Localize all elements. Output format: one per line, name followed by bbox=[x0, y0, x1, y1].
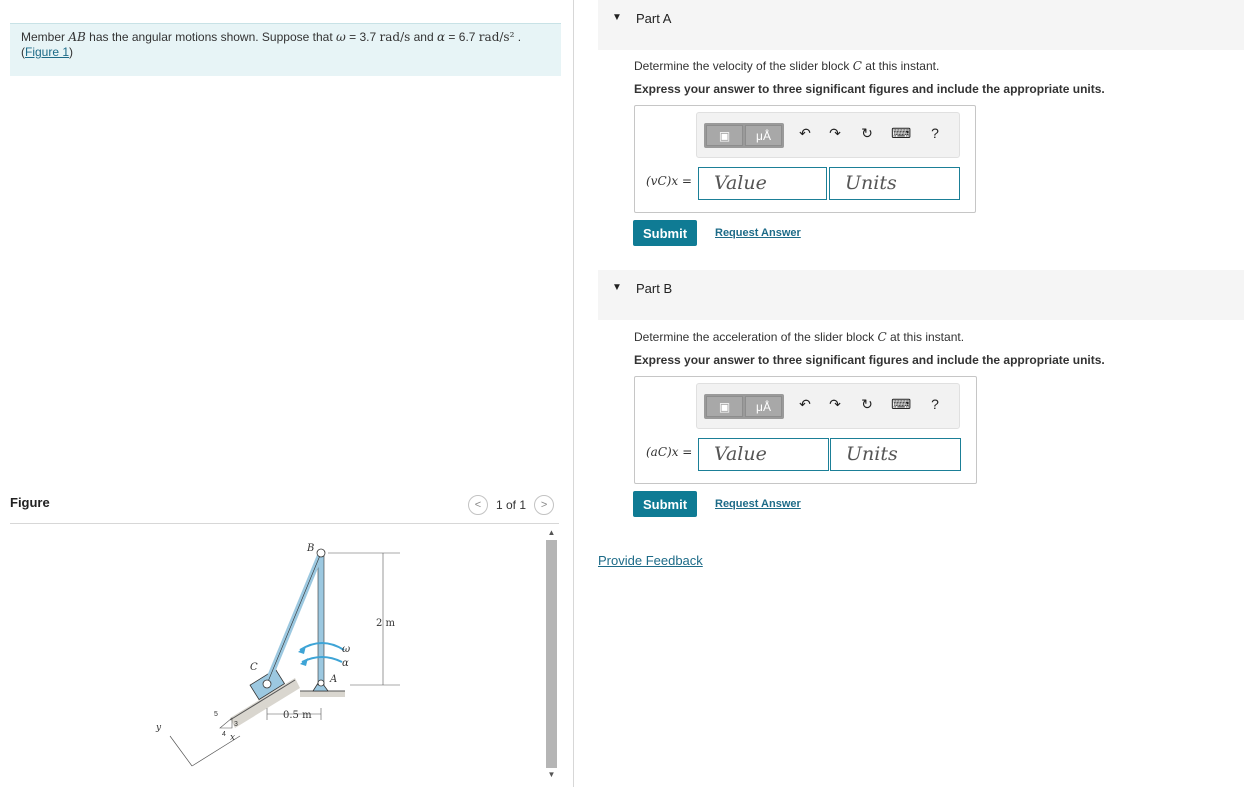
part-a-header[interactable] bbox=[598, 0, 1244, 50]
help-icon[interactable]: ? bbox=[931, 396, 939, 412]
pin-a bbox=[318, 680, 324, 686]
y-axis bbox=[170, 736, 192, 766]
part-a-submit-button[interactable]: Submit bbox=[633, 220, 697, 246]
label-b: B bbox=[307, 543, 315, 554]
part-a-answer-box bbox=[634, 105, 976, 213]
pin-c bbox=[263, 680, 271, 688]
part-a-request-answer-link[interactable]: Request Answer bbox=[715, 227, 801, 239]
svg-text:3: 3 bbox=[234, 721, 238, 728]
part-a-instruction: Express your answer to three significant figures and include the appropriate units. bbox=[634, 82, 1105, 96]
chevron-left-icon: < bbox=[474, 499, 482, 511]
provide-feedback-link[interactable]: Provide Feedback bbox=[598, 553, 703, 568]
member-label: AB bbox=[68, 30, 86, 44]
height-label: 2 m bbox=[376, 618, 396, 629]
reset-icon[interactable]: ↻ bbox=[861, 125, 873, 141]
part-b-request-answer-link[interactable]: Request Answer bbox=[715, 498, 801, 510]
templates-icon: ▣ bbox=[718, 399, 731, 414]
undo-icon[interactable]: ↶ bbox=[799, 125, 811, 141]
part-b-instruction: Express your answer to three significant figures and include the appropriate units. bbox=[634, 353, 1105, 367]
left-panel bbox=[0, 0, 574, 787]
divider bbox=[10, 523, 559, 524]
previous-figure-button[interactable] bbox=[468, 495, 488, 515]
part-a-question: Determine the velocity of the slider block C at this instant. bbox=[634, 59, 940, 73]
keyboard-icon[interactable]: ⌨ bbox=[891, 396, 912, 412]
math-toolbar bbox=[696, 383, 960, 429]
scroll-down-icon[interactable]: ▼ bbox=[547, 770, 556, 779]
caret-down-icon: ▼ bbox=[612, 282, 622, 293]
math-toolbar bbox=[696, 112, 960, 158]
chevron-right-icon: > bbox=[540, 499, 548, 511]
width-label: 0.5 m bbox=[283, 710, 312, 721]
right-panel bbox=[574, 0, 1244, 787]
scroll-thumb[interactable] bbox=[546, 540, 557, 768]
part-a-title: Part A bbox=[636, 11, 672, 26]
part-b-header[interactable] bbox=[598, 270, 1244, 320]
figure-pager bbox=[468, 495, 554, 515]
undo-icon[interactable]: ↶ bbox=[799, 396, 811, 412]
caret-down-icon: ▼ bbox=[612, 12, 622, 23]
figure-diagram bbox=[150, 538, 410, 778]
figure-header: Figure bbox=[10, 495, 50, 510]
figure-page-indicator: 1 of 1 bbox=[496, 498, 527, 512]
units-button[interactable]: μÅ bbox=[745, 125, 782, 146]
part-b-label: (aC)x = bbox=[646, 445, 693, 459]
redo-icon[interactable]: ↷ bbox=[829, 125, 841, 141]
member-ab bbox=[318, 553, 324, 685]
reset-icon[interactable]: ↻ bbox=[861, 396, 873, 412]
keyboard-icon[interactable]: ⌨ bbox=[891, 125, 912, 141]
slope-triangle bbox=[220, 718, 232, 728]
help-icon[interactable]: ? bbox=[931, 125, 939, 141]
part-b-submit-button[interactable]: Submit bbox=[633, 491, 697, 517]
svg-text:5: 5 bbox=[214, 711, 218, 718]
figure-scrollbar[interactable] bbox=[544, 526, 558, 784]
problem-statement: Member AB has the angular motions shown. Suppose that ω = 3.7 rad/s and α = 6.7 rad/s² . (Figure 1) bbox=[10, 23, 561, 76]
floor bbox=[300, 691, 345, 697]
templates-button[interactable] bbox=[706, 396, 743, 417]
part-a-label: (vC)x = bbox=[646, 174, 692, 188]
templates-button[interactable] bbox=[706, 125, 743, 146]
label-a: A bbox=[330, 674, 338, 685]
part-b-answer-box bbox=[634, 376, 977, 484]
svg-text:4: 4 bbox=[222, 731, 226, 738]
figure-link[interactable]: Figure 1 bbox=[25, 45, 70, 59]
units-button[interactable]: μÅ bbox=[745, 396, 782, 417]
next-figure-button[interactable] bbox=[534, 495, 554, 515]
label-omega: ω bbox=[342, 644, 351, 655]
label-c: C bbox=[250, 662, 258, 673]
part-b-title: Part B bbox=[636, 281, 673, 296]
label-x: x bbox=[230, 733, 236, 743]
redo-icon[interactable]: ↷ bbox=[829, 396, 841, 412]
scroll-up-icon[interactable]: ▲ bbox=[547, 528, 556, 537]
part-b-question: Determine the acceleration of the slider block C at this instant. bbox=[634, 330, 965, 344]
value-input[interactable]: Value bbox=[698, 167, 827, 200]
units-input[interactable]: Units bbox=[829, 167, 960, 200]
units-input[interactable]: Units bbox=[830, 438, 961, 471]
label-alpha: α bbox=[342, 658, 349, 669]
value-input[interactable]: Value bbox=[698, 438, 829, 471]
templates-icon: ▣ bbox=[718, 128, 731, 143]
pin-b bbox=[317, 549, 325, 557]
label-y: y bbox=[156, 723, 162, 733]
